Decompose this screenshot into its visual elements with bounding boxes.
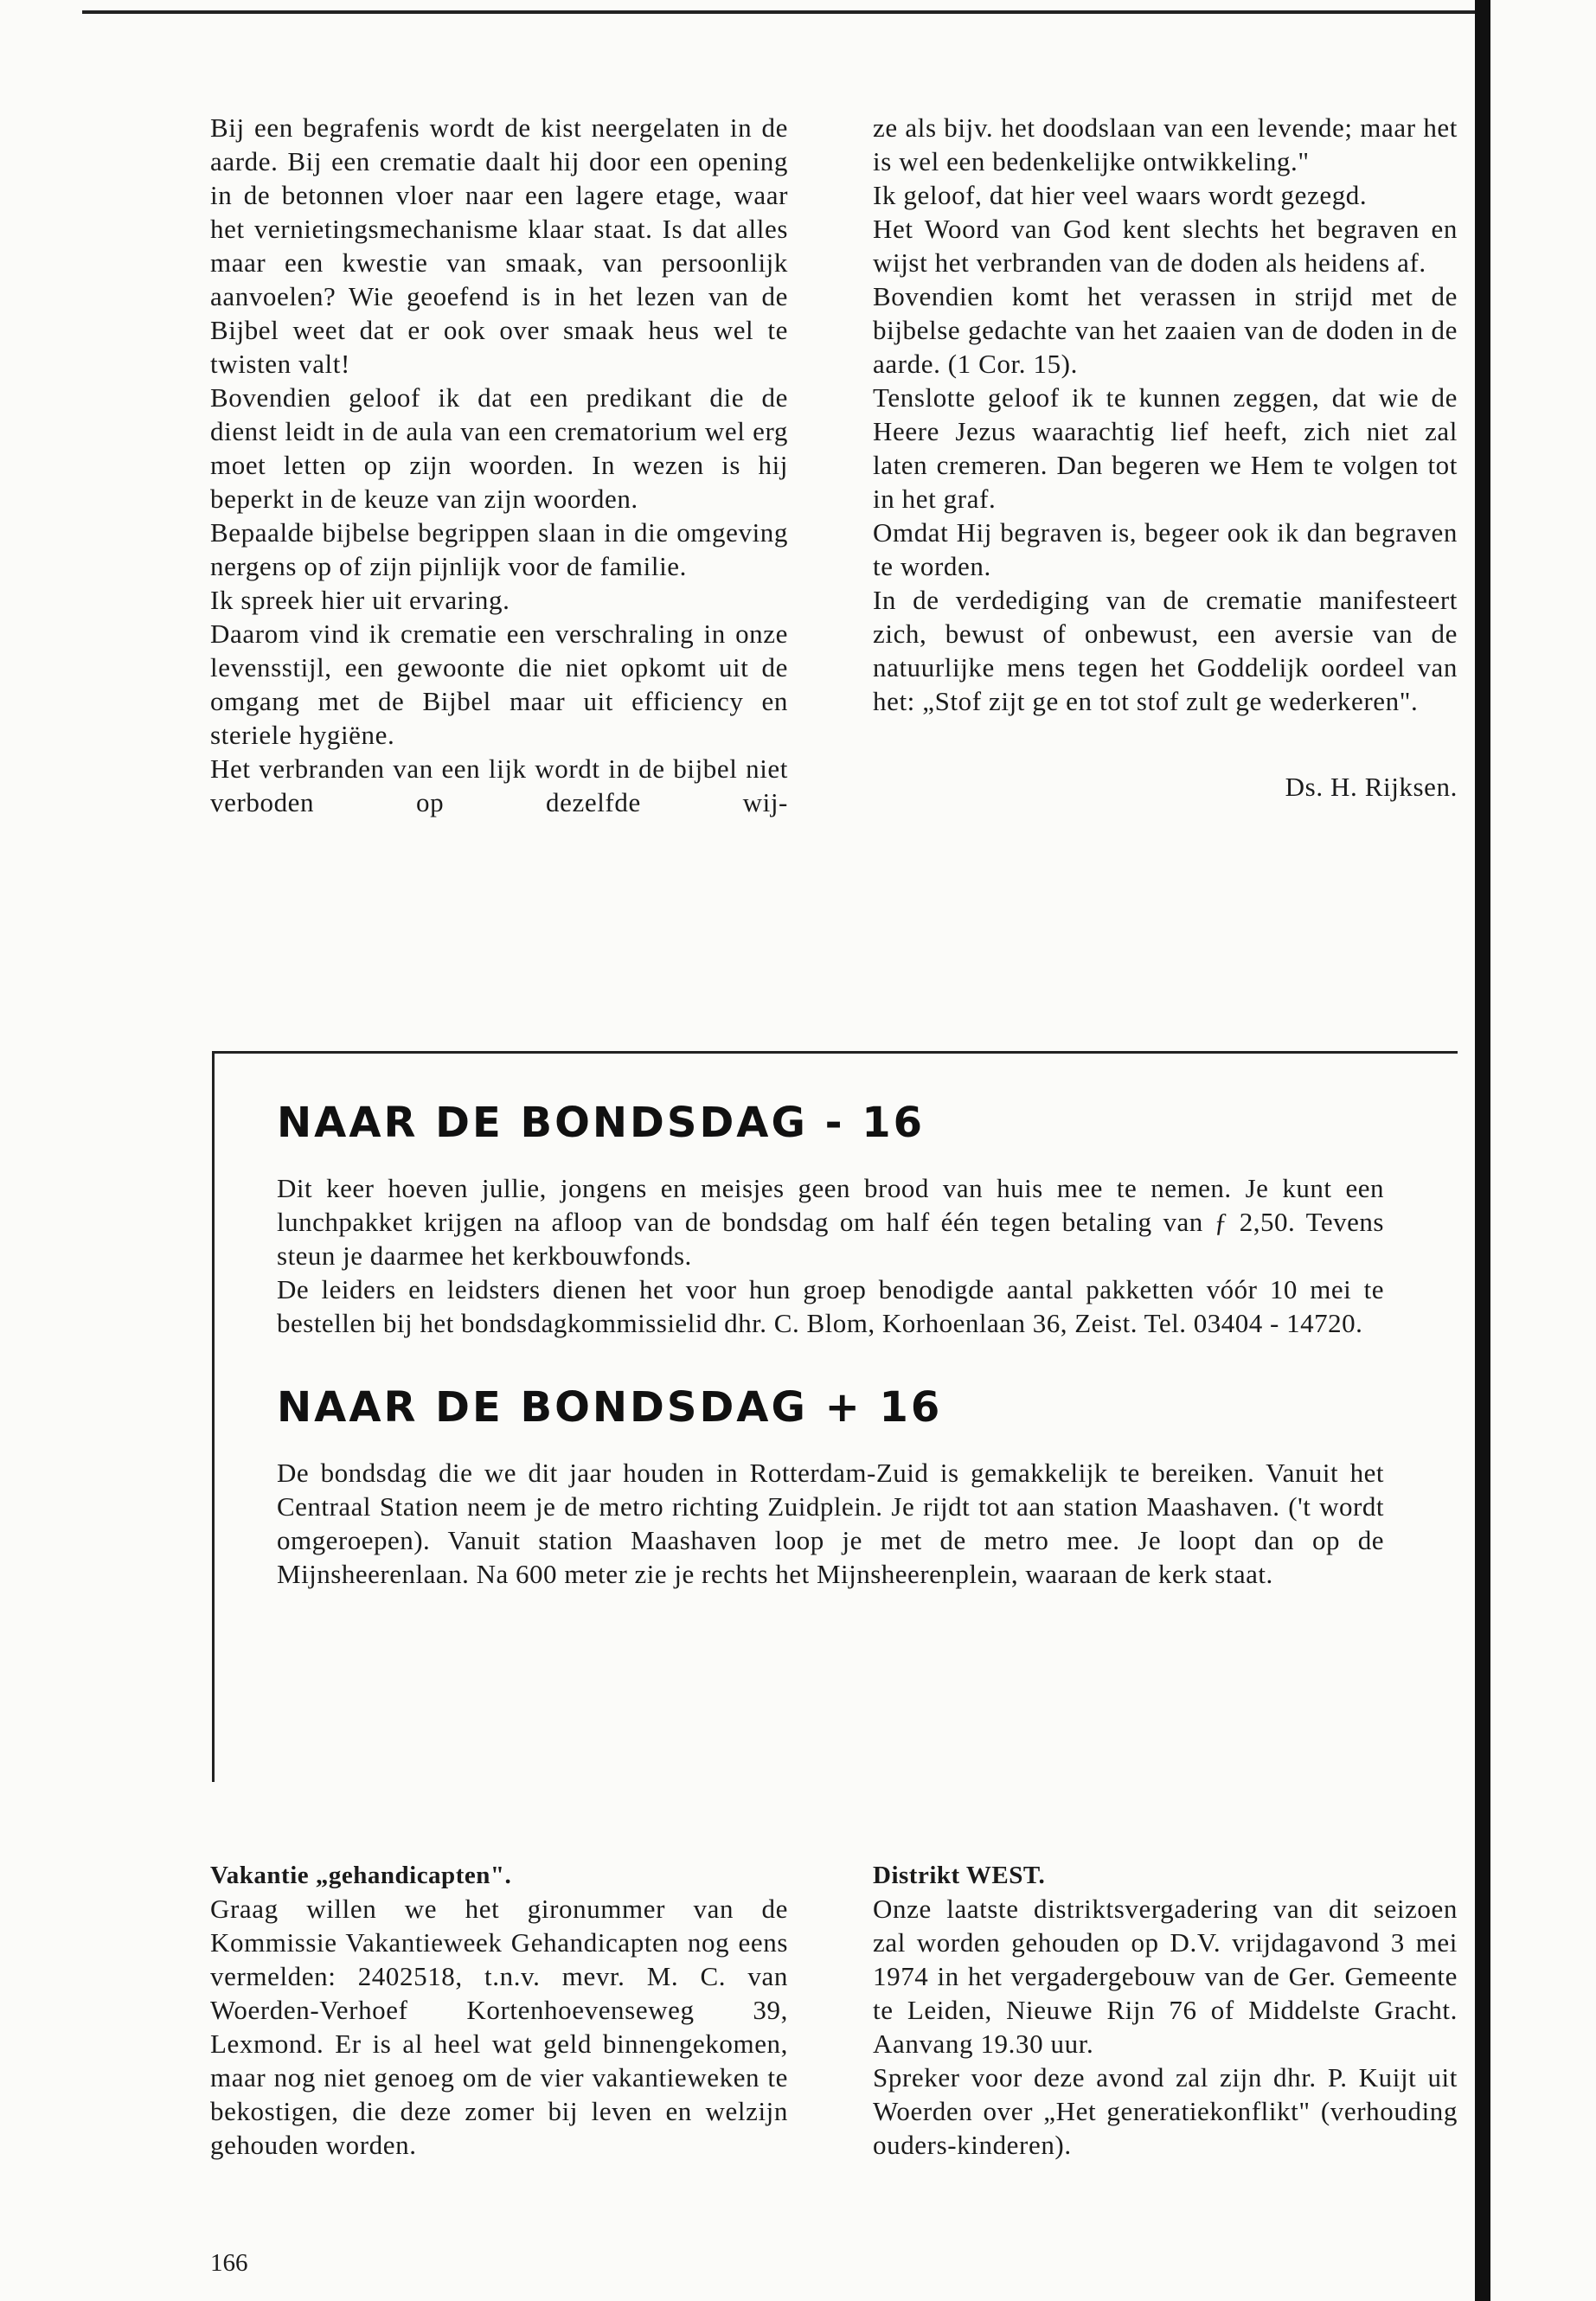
article-paragraph: Bovendien geloof ik dat een predikant die de dienst leidt in de aula van een crematorium wel erg moet letten op zijn woorden. In wezen is hij beperkt in de keuze van zijn woorden. xyxy=(210,382,788,514)
box-paragraph: De bondsdag die we dit jaar houden in Rotterdam-Zuid is gemakkelijk te bereiken. Vanuit het Centraal Station neem je de metro richting Zuidplein. Je rijdt tot aan station Maashaven. ('t wordt omgeroepen). Vanuit station Maashaven loop je met de metro mee. Je loopt dan op de Mijnsheerenlaan. Na 600 meter zie je rechts het Mijnsheerenplein, waaraan de kerk staat. xyxy=(277,1458,1384,1589)
article-paragraph: ze als bijv. het doodslaan van een levende; maar het is wel een bedenkelijke ontwikkeling." xyxy=(873,112,1458,176)
box-paragraph: De leiders en leidsters dienen het voor hun groep benodigde aantal pakketten vóór 10 mei te bestellen bij het bondsdagkommissielid dhr. C. Blom, Korhoenlaan 36, Zeist. Tel. 03404 - 14720. xyxy=(277,1274,1384,1338)
box-left-border xyxy=(212,1051,215,1782)
vakantie-notice xyxy=(210,1860,788,2162)
article-paragraph: Het verbranden van een lijk wordt in de bijbel niet verboden op dezelfde wij- xyxy=(210,753,788,817)
vakantie-heading: Vakantie „gehandicapten". xyxy=(210,1862,512,1889)
scan-edge xyxy=(1475,0,1490,2301)
article-paragraph: Daarom vind ik crematie een verschraling in onze levensstijl, een gewoonte die niet opkomt uit de omgang met de Bijbel maar uit efficiency en steriele hygiëne. xyxy=(210,619,788,750)
top-rule xyxy=(82,10,1475,14)
bondsdag-heading-under-16: NAAR DE BONDSDAG - 16 xyxy=(277,1099,925,1147)
article-paragraph: Bij een begrafenis wordt de kist neergelaten in de aarde. Bij een crematie daalt hij door een opening in de betonnen vloer naar een lagere etage, waar het vernietingsmechanisme klaar staat. Is dat alles maar een kwestie van smaak, van persoonlijk aanvoelen? Wie geoefend is in het lezen van de Bijbel weet dat er ook over smaak heus wel te twisten valt! xyxy=(210,112,788,379)
bondsdag-heading-over-16: NAAR DE BONDSDAG + 16 xyxy=(277,1383,943,1432)
article-signature: Ds. H. Rijksen. xyxy=(1285,772,1458,802)
box-paragraph: Dit keer hoeven jullie, jongens en meisjes geen brood van huis mee te nemen. Je kunt een lunchpakket krijgen na afloop van de bondsdag om half één tegen betaling van ƒ 2,50. Tevens steun je daarmee het kerkbouwfonds. xyxy=(277,1173,1384,1271)
article-paragraph: Ik spreek hier uit ervaring. xyxy=(210,585,510,615)
article-right-column xyxy=(873,111,1458,804)
distrikt-text: Onze laatste distriktsvergadering van dit seizoen zal worden gehouden op D.V. vrijdagavond 3 mei 1974 in het vergadergebouw van de Ger. Gemeente te Leiden, Nieuwe Rijn 76 of Middelste Gracht. Aanvang 19.30 uur. xyxy=(873,1894,1458,2059)
article-paragraph: Bovendien komt het verassen in strijd met de bijbelse gedachte van het zaaien van de doden in de aarde. (1 Cor. 15). xyxy=(873,281,1458,379)
article-paragraph: Tenslotte geloof ik te kunnen zeggen, dat wie de Heere Jezus waarachtig lief heeft, zich niet zal laten cremeren. Dan begeren we Hem te volgen tot in het graf. xyxy=(873,382,1458,514)
distrikt-text: Spreker voor deze avond zal zijn dhr. P. Kuijt uit Woerden over „Het generatiekonflikt" (verhouding ouders-kinderen). xyxy=(873,2062,1458,2160)
article-paragraph: In de verdediging van de crematie manifesteert zich, bewust of onbewust, een aversie van de natuurlijke mens tegen het Goddelijk oordeel van het: „Stof zijt ge en tot stof zult ge wederkeren". xyxy=(873,585,1458,716)
distrikt-heading: Distrikt WEST. xyxy=(873,1862,1046,1889)
article-left-column xyxy=(210,111,788,819)
article-paragraph: Bepaalde bijbelse begrippen slaan in die omgeving nergens op of zijn pijnlijk voor de familie. xyxy=(210,517,788,581)
article-paragraph: Omdat Hij begraven is, begeer ook ik dan begraven te worden. xyxy=(873,517,1458,581)
vakantie-text: Graag willen we het gironummer van de Kommissie Vakantieweek Gehandicapten nog eens vermelden: 2402518, t.n.v. mevr. M. C. van Woerden-Verhoef Kortenhoevenseweg 39, Lexmond. Er is al heel wat geld binnengekomen, maar nog niet genoeg om de vier vakantieweken te bekostigen, die deze zomer bij leven en welzijn gehouden worden. xyxy=(210,1894,788,2160)
box-top-border xyxy=(212,1051,1458,1054)
bondsdag-notice-box xyxy=(277,1099,1384,1591)
distrikt-notice xyxy=(873,1860,1458,2162)
article-paragraph: Het Woord van God kent slechts het begraven en wijst het verbranden van de doden als heidens af. xyxy=(873,214,1458,278)
article-paragraph: Ik geloof, dat hier veel waars wordt gezegd. xyxy=(873,180,1368,210)
page-number: 166 xyxy=(210,2249,248,2277)
